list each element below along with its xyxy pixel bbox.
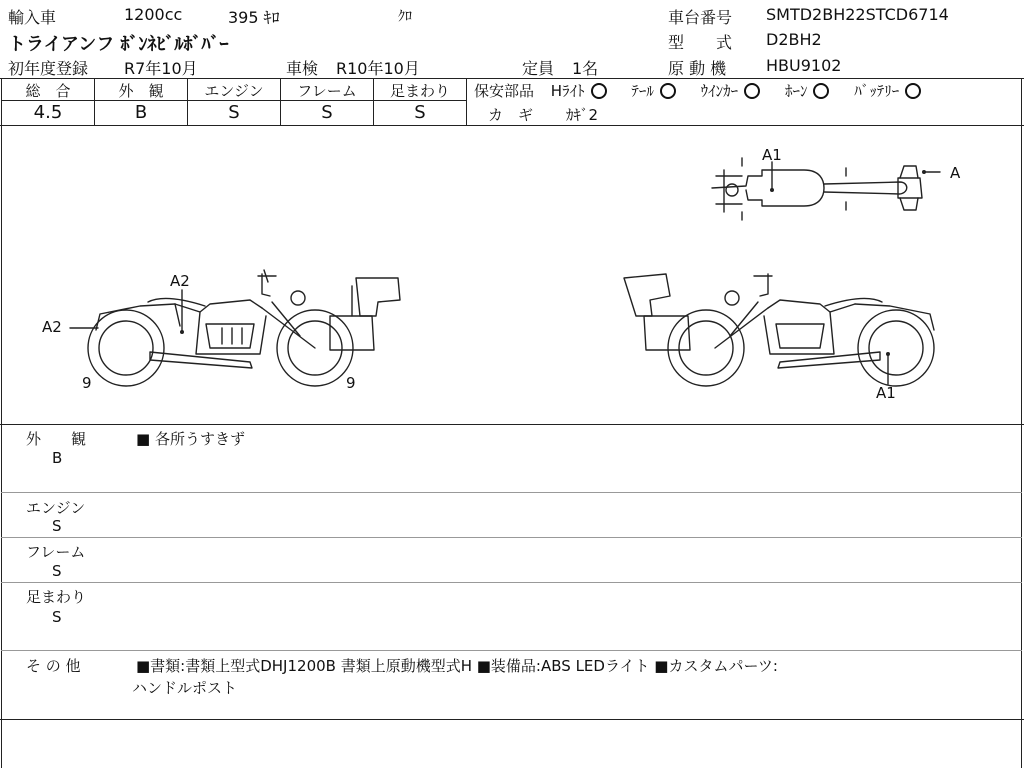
- remarks-exterior-grade: B: [52, 449, 63, 467]
- color: ｸﾛ: [398, 9, 412, 25]
- tail-label: ﾃｰﾙ: [631, 82, 654, 100]
- battery-label: ﾊﾞｯﾃﾘｰ: [854, 82, 900, 100]
- tail-ok-icon: [660, 83, 676, 99]
- type-label: 型 式: [668, 33, 733, 52]
- mark-9-rear-wheel: 9: [82, 374, 92, 392]
- motorcycle-diagram: [0, 126, 1024, 424]
- type-value: D2BH2: [766, 30, 822, 49]
- headlight-label: Hﾗｲﾄ: [550, 82, 585, 100]
- mark-a1-muffler: A1: [876, 384, 896, 402]
- import-label: 輸入車: [8, 8, 57, 27]
- remarks-frame-label: フレーム: [26, 543, 86, 561]
- safety-parts-row: [474, 80, 921, 101]
- capacity-value: 1名: [572, 59, 599, 78]
- top-view: [712, 158, 940, 220]
- model-name: トライアンフ ﾎﾞﾝﾈﾋﾞﾙﾎﾞﾊﾞｰ: [8, 34, 229, 55]
- grid-divider: [466, 78, 467, 126]
- key-value: ｶｷﾞ2: [566, 106, 599, 124]
- mark-a2-tank: A2: [170, 272, 190, 290]
- remarks-bottom-line: [0, 719, 1024, 720]
- engine-grade: S: [228, 102, 240, 123]
- first-reg-label: 初年度登録: [8, 59, 89, 78]
- remarks-exterior-label: 外 観: [26, 430, 87, 448]
- remarks-frame-grade: S: [52, 562, 62, 580]
- remarks-engine-grade: S: [52, 517, 62, 535]
- horn-label: ﾎｰﾝ: [784, 82, 808, 100]
- exterior-grade: B: [134, 102, 148, 123]
- mark-a1-top: A1: [762, 146, 782, 164]
- remarks-other-label: そ の 他: [26, 657, 81, 675]
- remarks-suspension-label: 足まわり: [26, 588, 87, 606]
- inspection-label: 車検: [286, 59, 319, 78]
- suspension-label: 足まわり: [389, 82, 450, 100]
- diagram-border-bottom: [0, 424, 1024, 425]
- remarks-divider: [1, 582, 1022, 583]
- vin-label: 車台番号: [668, 8, 733, 27]
- engine-label: エンジン: [204, 82, 264, 100]
- exterior-label: 外 観: [118, 82, 164, 100]
- remarks-border-left: [1, 424, 2, 768]
- grid-line-top: [0, 78, 1024, 79]
- remarks-suspension-grade: S: [52, 608, 62, 626]
- suspension-grade: S: [414, 102, 426, 123]
- winker-ok-icon: [744, 83, 760, 99]
- overall-grade: 4.5: [33, 102, 63, 123]
- remarks-divider: [1, 650, 1022, 651]
- remarks-exterior-note: ■ 各所うすきず: [136, 430, 245, 448]
- remarks-other-line1: ■書類:書類上型式DHJ1200B 書類上原動機型式H ■装備品:ABS LEDライト ■カスタムパーツ:: [136, 657, 778, 675]
- right-side-view: [624, 274, 934, 386]
- winker-label: ｳｲﾝｶｰ: [700, 82, 739, 100]
- remarks-border-right: [1021, 424, 1022, 768]
- mark-9-front-wheel: 9: [346, 374, 356, 392]
- remarks-divider: [1, 537, 1022, 538]
- horn-ok-icon: [813, 83, 829, 99]
- frame-label: フレーム: [297, 82, 357, 100]
- remarks-other-line2: ハンドルポスト: [132, 679, 238, 697]
- displacement: 1200cc: [124, 5, 183, 24]
- battery-ok-icon: [905, 83, 921, 99]
- mark-a-top: A: [950, 164, 961, 182]
- mark-a2-rear: A2: [42, 318, 62, 336]
- overall-label: 総 合: [25, 82, 71, 100]
- frame-grade: S: [321, 102, 333, 123]
- grid-line-right: [1021, 78, 1022, 126]
- mileage: 395 ｷﾛ: [228, 8, 280, 27]
- safety-label: 保安部品: [474, 82, 535, 100]
- capacity-label: 定員: [522, 59, 555, 78]
- engine-no-value: HBU9102: [766, 56, 842, 75]
- first-reg-value: R7年10月: [124, 59, 198, 78]
- remarks-divider: [1, 492, 1022, 493]
- engine-no-label: 原 動 機: [668, 59, 727, 78]
- vin-value: SMTD2BH22STCD6714: [766, 5, 949, 24]
- headlight-ok-icon: [591, 83, 607, 99]
- remarks-engine-label: エンジン: [26, 499, 86, 517]
- key-label: カ ギ: [488, 106, 534, 124]
- inspection-value: R10年10月: [336, 59, 420, 78]
- left-side-view: [70, 270, 400, 386]
